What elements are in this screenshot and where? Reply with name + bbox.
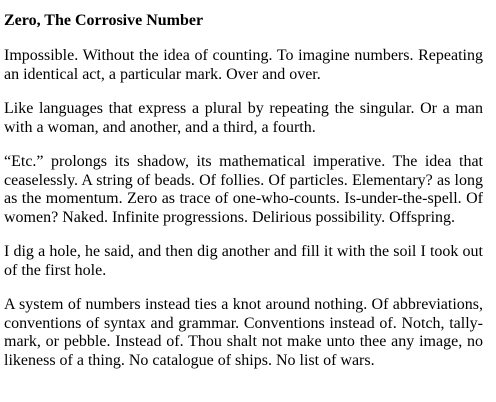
- document-page: [4, 0, 483, 370]
- paragraph-5: A system of numbers instead ties a knot around nothing. Of abbreviations, conventions of syntax and grammar. Conventions instead of. Notch, tally-mark, or pebble. Instead of. Thou shalt not make unto thee any image, no likeness of a thing. No catalogue of ships. No list of wars.: [4, 296, 483, 369]
- page-title: Zero, The Corrosive Number: [4, 12, 204, 29]
- paragraph-1: Impossible. Without the idea of counting. To imagine numbers. Repeating an identical act, a particular mark. Over and over.: [4, 47, 483, 83]
- paragraph-3: “Etc.” prolongs its shadow, its mathematical imperative. The idea that ceaselessly. A string of beads. Of follies. Of particles. Elementary? as long as the momentum. Zero as trace of one-who-counts. Is-under-the-spell. Of women? Naked. Infinite progressions. Delirious possibility. Offspring.: [4, 153, 483, 226]
- paragraph-2: Like languages that express a plural by repeating the singular. Or a man with a woman, and another, and a third, a fourth.: [4, 100, 483, 136]
- paragraph-4: I dig a hole, he said, and then dig another and fill it with the soil I took out of the first hole.: [4, 243, 483, 279]
